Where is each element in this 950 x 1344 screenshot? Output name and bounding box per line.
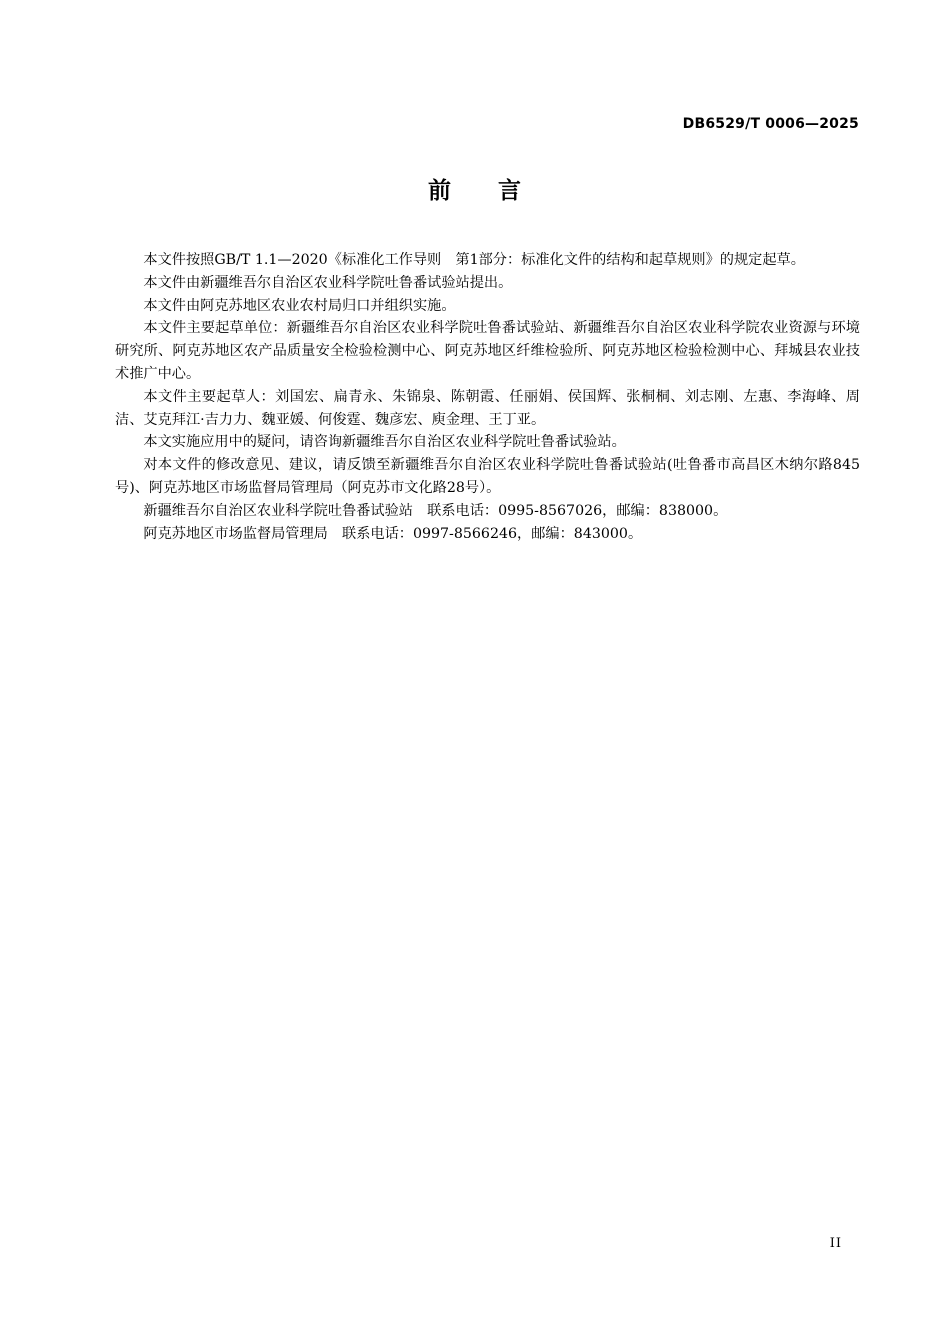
paragraph-proposer: 本文件由新疆维吾尔自治区农业科学院吐鲁番试验站提出。	[143, 274, 513, 291]
paragraph-drafting-units: 本文件主要起草单位：新疆维吾尔自治区农业科学院吐鲁番试验站、新疆维吾尔自治区农业科学院农业资源与环境研究所、阿克苏地区农产品质量安全检验检测中心、阿克苏地区纤维检验所、阿克苏地区检验检测中心、拜城县农业技术推广中心。	[115, 320, 860, 382]
title-char-1: 前	[428, 178, 452, 204]
paragraph-contact-turpan: 新疆维吾尔自治区农业科学院吐鲁番试验站 联系电话：0995-8567026，邮编：838000。	[143, 502, 728, 519]
title-char-2: 言	[498, 178, 522, 204]
paragraph-administrator: 本文件由阿克苏地区农业农村局归口并组织实施。	[143, 297, 456, 314]
page-title	[0, 172, 950, 205]
paragraph-drafters: 本文件主要起草人：刘国宏、扁青永、朱锦泉、陈朝霞、任丽娟、侯国辉、张桐桐、刘志刚、左惠、李海峰、周洁、艾克拜江·吉力力、魏亚媛、何俊霆、魏彦宏、庾金理、王丁亚。	[115, 388, 860, 428]
paragraph-contact-aksu: 阿克苏地区市场监督局管理局 联系电话：0997-8566246，邮编：843000。	[143, 525, 643, 542]
document-code: DB6529/T 0006—2025	[682, 116, 859, 132]
preface-body	[115, 249, 860, 545]
paragraph-drafting-basis: 本文件按照GB/T 1.1—2020《标准化工作导则 第1部分：标准化文件的结构和起草规则》的规定起草。	[143, 252, 805, 268]
paragraph-feedback: 对本文件的修改意见、建议，请反馈至新疆维吾尔自治区农业科学院吐鲁番试验站(吐鲁番市高昌区木纳尔路845号)、阿克苏地区市场监督局管理局（阿克苏市文化路28号）。	[115, 457, 860, 496]
page-number: II	[829, 1236, 842, 1251]
paragraph-inquiries: 本文实施应用中的疑问，请咨询新疆维吾尔自治区农业科学院吐鲁番试验站。	[143, 434, 626, 451]
